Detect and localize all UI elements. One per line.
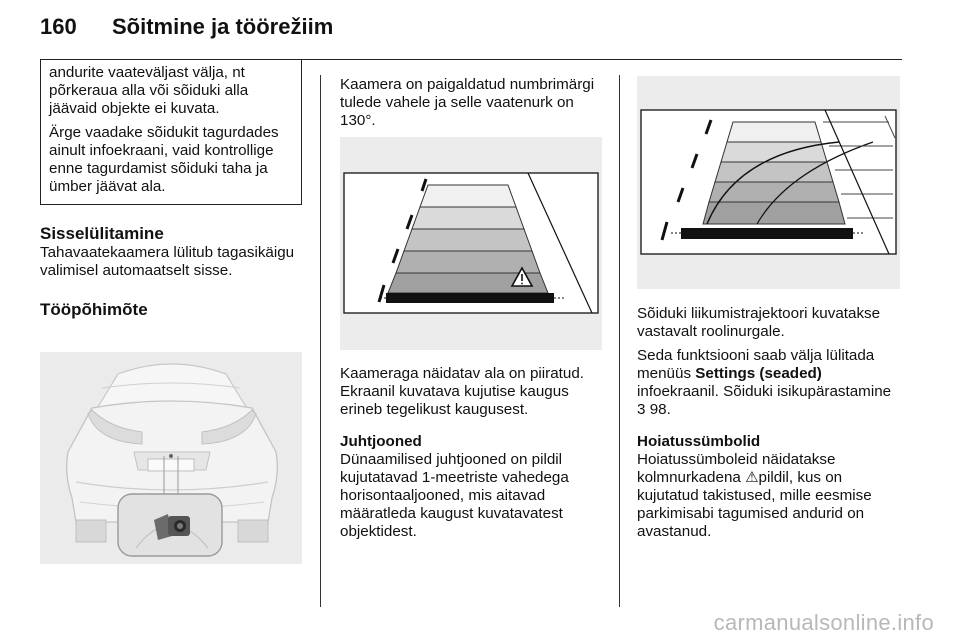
paragraph-limited-area: Kaameraga näidatav ala on piiratud. Ekraanil kuvatava kujutise kaugus erineb tegelikust kaugusest.	[340, 365, 585, 418]
column-2-top	[340, 76, 602, 130]
trajectory-display-figure	[637, 76, 900, 289]
page-header	[40, 14, 333, 40]
warning-text-a: Hoiatussümboleid näidatakse kolmnurkadena	[637, 451, 836, 486]
column-3	[637, 305, 902, 541]
page-ref-link[interactable]: 98.	[649, 401, 671, 418]
warning-text-b: pildil, kus on kujutatud takistused, mille eesmise parkimisabi tagumised andurid on avastanud.	[637, 469, 872, 540]
column-1	[40, 60, 302, 320]
settings-menu-label: Settings (seaded)	[695, 365, 822, 382]
car-rear-camera-figure	[40, 352, 302, 564]
paragraph-activation: Tahavaatekaamera lülitub tagasikäigu valimisel automaatselt sisse.	[40, 244, 295, 279]
camera-display-figure	[340, 137, 602, 350]
heading-activation: Sisselülitamine	[40, 224, 164, 243]
paragraph-camera: Kaamera on paigaldatud numbrimärgi tulede vahele ja selle vaatenurk on 130°.	[340, 76, 595, 129]
heading-principle: Tööpõhimõte	[40, 300, 148, 319]
paragraph-disable	[637, 347, 902, 419]
page-ref-arrow-icon: 3	[637, 401, 646, 418]
column-divider-1	[320, 75, 321, 607]
warning-triangle-icon: ⚠	[745, 469, 759, 486]
warning-box	[40, 60, 302, 205]
paragraph-guidelines: Dünaamilised juhtjooned on pildil kujutatavad 1-meetriste vahedega horisontaaljooned, mis aitavad määratleda kaugust kuvatavatest objektidest.	[340, 451, 569, 540]
disable-text-a: Seda funktsiooni saab välja lülitada menüüs	[637, 347, 875, 382]
paragraph-trajectory: Sõiduki liikumistrajektoori kuvatakse vastavalt roolinurgale.	[637, 305, 881, 340]
warning-box-paragraph-1: andurite vaateväljast välja, nt põrkeraua alla või sõiduki alla jäävaid objekte ei kuvata.	[49, 64, 249, 117]
column-2-bottom	[340, 365, 602, 541]
column-divider-2	[619, 75, 620, 607]
heading-guidelines: Juhtjooned	[340, 433, 422, 450]
warning-box-paragraph-2: Ärge vaadake sõidukit tagurdades ainult infoekraani, vaid kontrollige enne tagurdamist sõiduki taha ja ümber jäävat ala.	[49, 124, 279, 195]
paragraph-warning-symbols	[637, 451, 902, 541]
page-number: 160	[40, 14, 77, 39]
chapter-title: Sõitmine ja töörežiim	[112, 14, 334, 39]
disable-text-b: infoekraanil. Sõiduki isikupärastamine	[637, 383, 892, 400]
watermark: carmanualsonline.info	[713, 610, 934, 635]
heading-warning-symbols: Hoiatussümbolid	[637, 433, 761, 450]
